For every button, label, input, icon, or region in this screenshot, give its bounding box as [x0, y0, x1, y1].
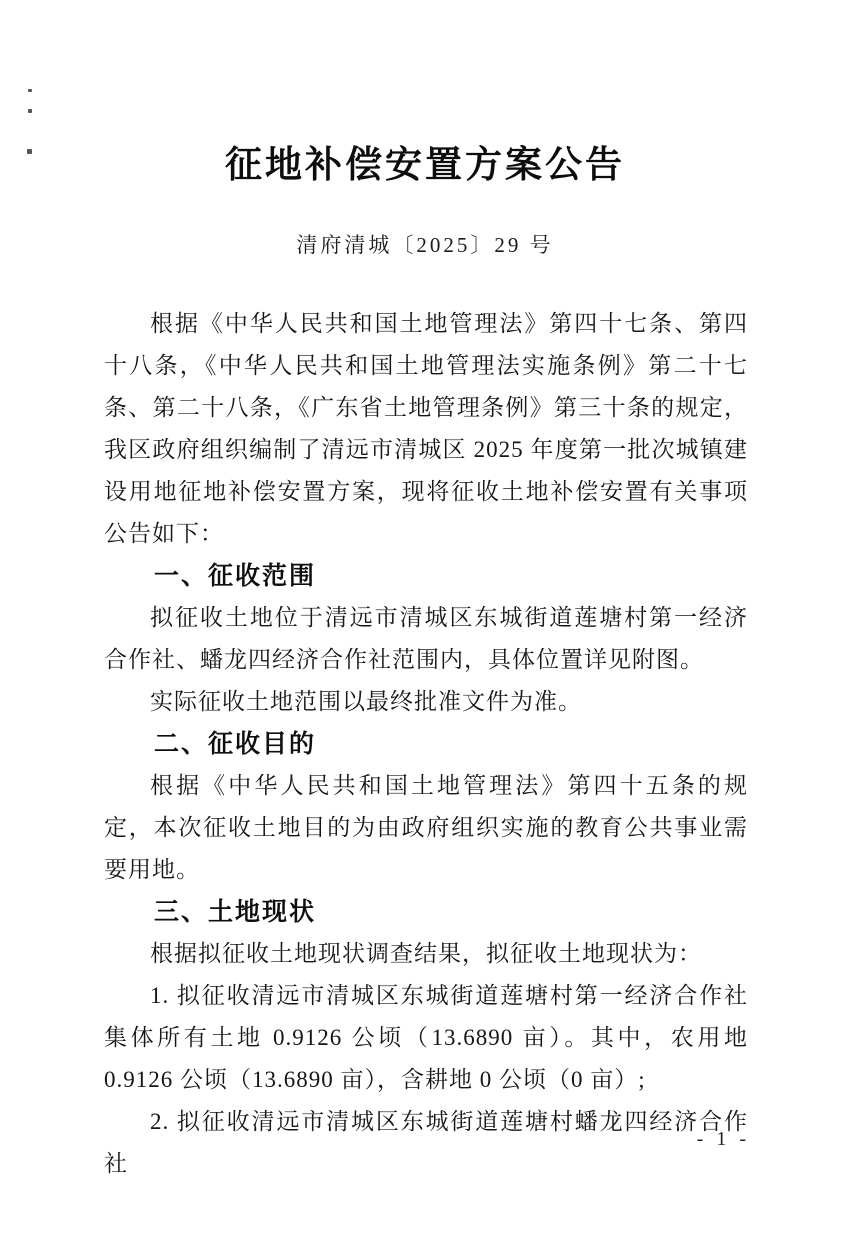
paragraph-scope-2: 实际征收土地范围以最终批准文件为准。	[150, 689, 582, 714]
document-body	[104, 303, 748, 1185]
document-title: 征地补偿安置方案公告	[225, 145, 625, 186]
paragraph-status-item-1: 1. 拟征收清远市清城区东城街道莲塘村第一经济合作社集体所有土地 0.9126 公顷（13.6890 亩）。其中，农用地 0.9126 公顷（13.6890 亩），含耕地 0 公顷（0 亩）;	[104, 983, 748, 1092]
paragraph-intro: 根据《中华人民共和国土地管理法》第四十七条、第四十八条，《中华人民共和国土地管理法实施条例》第二十七条、第二十八条，《广东省土地管理条例》第三十条的规定，我区政府组织编制了清远市清城区 2025 年度第一批次城镇建设用地征地补偿安置方案，现将征收土地补偿安置有关事项公告如下：	[104, 311, 748, 546]
paragraph-scope-1: 拟征收土地位于清远市清城区东城街道莲塘村第一经济合作社、蟠龙四经济合作社范围内，具体位置详见附图。	[104, 605, 748, 672]
section-heading-3: 三、土地现状	[154, 898, 317, 926]
document-number: 清府清城〔2025〕29 号	[296, 233, 554, 257]
section-heading-2: 二、征收目的	[154, 730, 317, 758]
scan-speck	[28, 89, 32, 92]
paragraph-purpose: 根据《中华人民共和国土地管理法》第四十五条的规定，本次征收土地目的为由政府组织实施的教育公共事业需要用地。	[104, 773, 748, 882]
page-number: - 1 -	[696, 1128, 750, 1150]
section-heading-1: 一、征收范围	[154, 562, 317, 590]
scan-speck	[28, 109, 32, 113]
paragraph-status-intro: 根据拟征收土地现状调查结果，拟征收土地现状为：	[150, 941, 702, 966]
paragraph-status-item-2: 2. 拟征收清远市清城区东城街道莲塘村蟠龙四经济合作社	[104, 1109, 748, 1176]
